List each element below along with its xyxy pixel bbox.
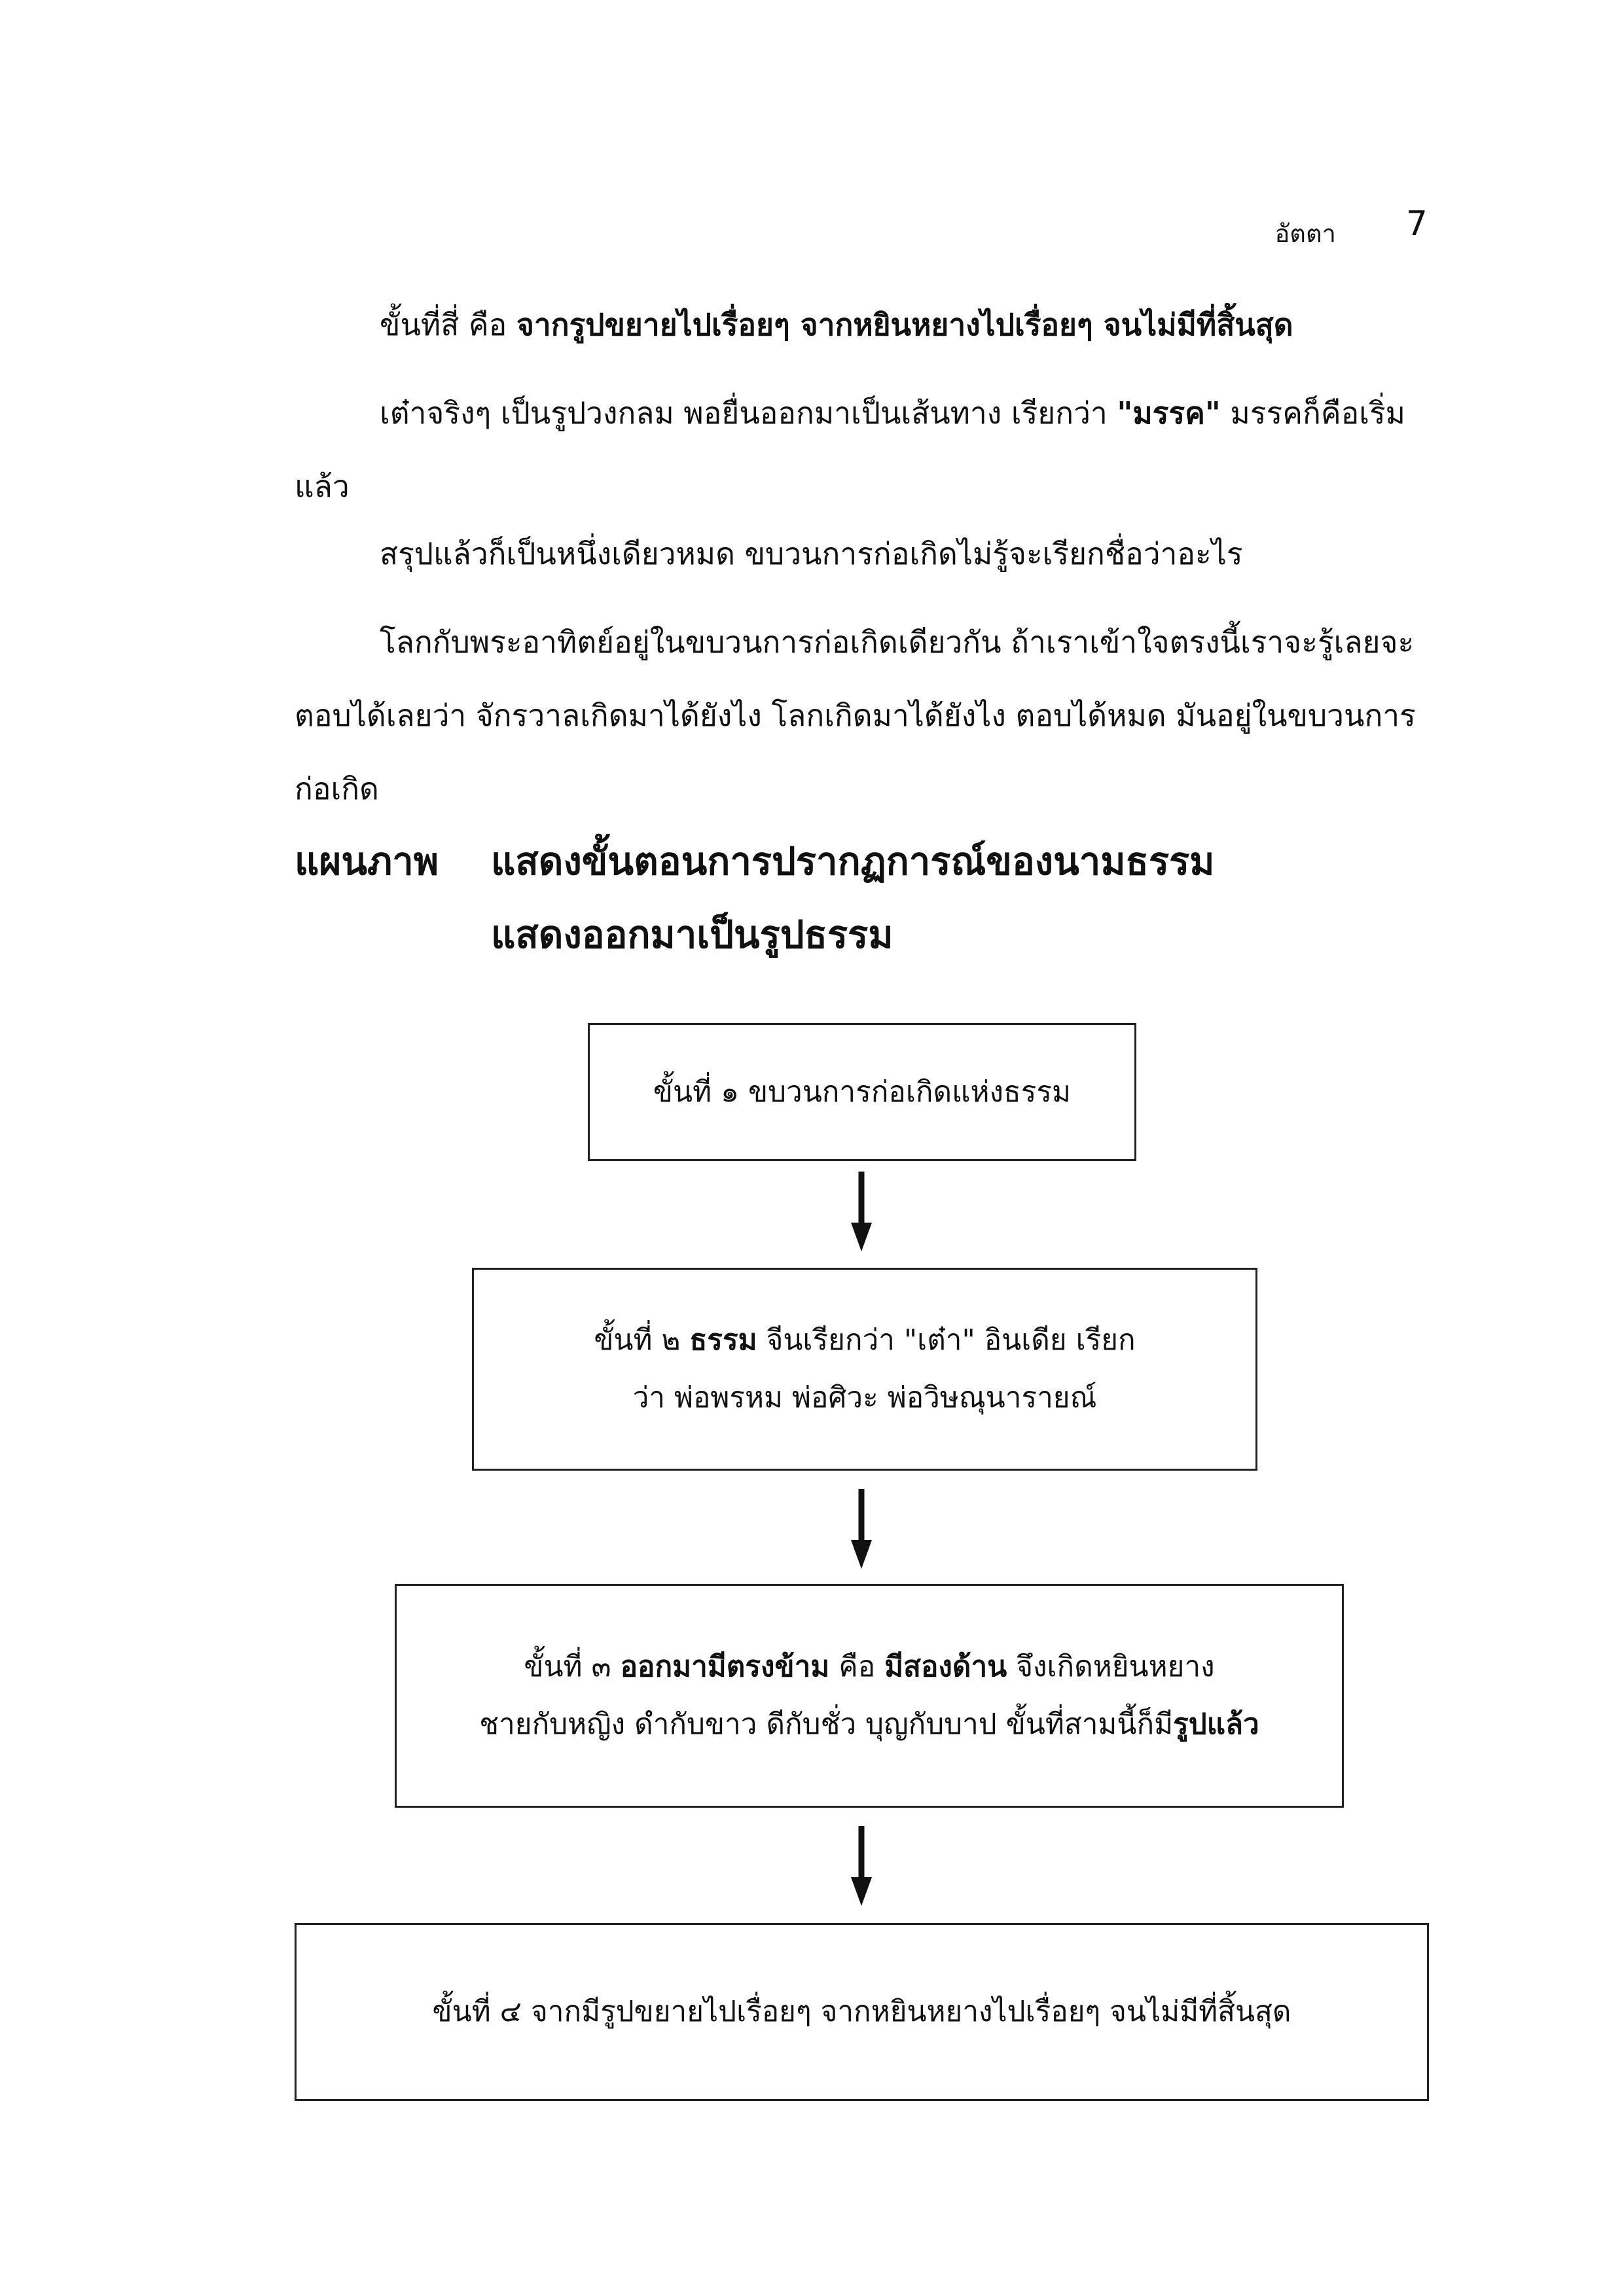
down-arrow-icon xyxy=(848,1826,875,1908)
step-3-prefix: ขั้นที่ ๓ xyxy=(524,1650,621,1683)
paragraph-summary: สรุปแล้วก็เป็นหนึ่งเดียวหมด ขบวนการก่อเกิดไม่รู้จะเรียกชื่อว่าอะไร xyxy=(380,536,1243,571)
running-title: อัตตา xyxy=(1274,219,1336,248)
step-3-line-1 xyxy=(397,1638,1342,1696)
step-2-box xyxy=(472,1268,1257,1471)
step-4-box xyxy=(295,1923,1429,2101)
step-3-line-2-text: ชายกับหญิง ดำกับขาว ดีกับชั่ว บุญกับบาป ขั้นที่สามนี้ก็มี xyxy=(479,1708,1174,1741)
paragraph-bold: จากรูปขยายไปเรื่อยๆ จากหยินหยางไปเรื่อยๆ จนไม่มีที่สิ้นสุด xyxy=(516,307,1293,342)
step-4-text: ขั้นที่ ๔ จากมีรูปขยายไปเรื่อยๆ จากหยินหยางไปเรื่อยๆ จนไม่มีที่สิ้นสุด xyxy=(432,1995,1291,2028)
paragraph-world: โลกกับพระอาทิตย์อยู่ในขบวนการก่อเกิดเดียวกัน ถ้าเราเข้าใจตรงนี้เราจะรู้เลยจะตอบได้เลยว่า จักรวาลเกิดมาได้ยังไง โลกเกิดมาได้ยังไง ตอบได้หมด มันอยู่ในขบวนการก่อเกิด xyxy=(295,624,1416,806)
step-3-keyword-form: รูปแล้ว xyxy=(1173,1708,1259,1741)
step-1-box xyxy=(588,1023,1136,1161)
step-1-text: ขั้นที่ ๑ ขบวนการก่อเกิดแห่งธรรม xyxy=(653,1075,1072,1109)
diagram-title-line2: แสดงออกมาเป็นรูปธรรม xyxy=(491,912,893,957)
down-arrow-icon xyxy=(848,1172,875,1253)
paragraph-lead: ขั้นที่สี่ คือ xyxy=(380,307,516,342)
page-number: 7 xyxy=(1405,204,1428,243)
step-3-keyword-two-sides: มีสองด้าน xyxy=(884,1650,1007,1683)
step-3-box xyxy=(395,1584,1344,1808)
step-2-line-2: ว่า พ่อพรหม พ่อศิวะ พ่อวิษณุนารายณ์ xyxy=(632,1381,1097,1414)
paragraph-lead: เต๋าจริงๆ เป็นรูปวงกลม พอยื่นออกมาเป็นเส้นทาง เรียกว่า xyxy=(380,395,1117,431)
step-3-rest: จึงเกิดหยินหยาง xyxy=(1007,1650,1215,1683)
step-2-rest: จีนเรียกว่า "เต๋า" อินเดีย เรียก xyxy=(757,1323,1136,1357)
paragraph-tao xyxy=(295,376,1428,523)
down-arrow-icon xyxy=(848,1489,875,1571)
step-2-line-1 xyxy=(474,1312,1255,1369)
diagram-label: แผนภาพ xyxy=(295,839,439,884)
paragraph-bold: "มรรค" xyxy=(1117,395,1221,431)
paragraph-tail: มรรคก็คือเริ่มแล้ว xyxy=(295,395,1405,504)
step-3-connector: คือ xyxy=(829,1650,885,1683)
step-3-keyword-opposite: ออกมามีตรงข้าม xyxy=(620,1650,830,1683)
step-3-line-2 xyxy=(397,1696,1342,1753)
step-2-prefix: ขั้นที่ ๒ xyxy=(594,1323,690,1357)
diagram-title-line1: แสดงขั้นตอนการปรากฏการณ์ของนามธรรม xyxy=(491,839,1215,884)
step-2-keyword: ธรรม xyxy=(689,1323,757,1357)
paragraph-step-four xyxy=(295,288,1428,361)
